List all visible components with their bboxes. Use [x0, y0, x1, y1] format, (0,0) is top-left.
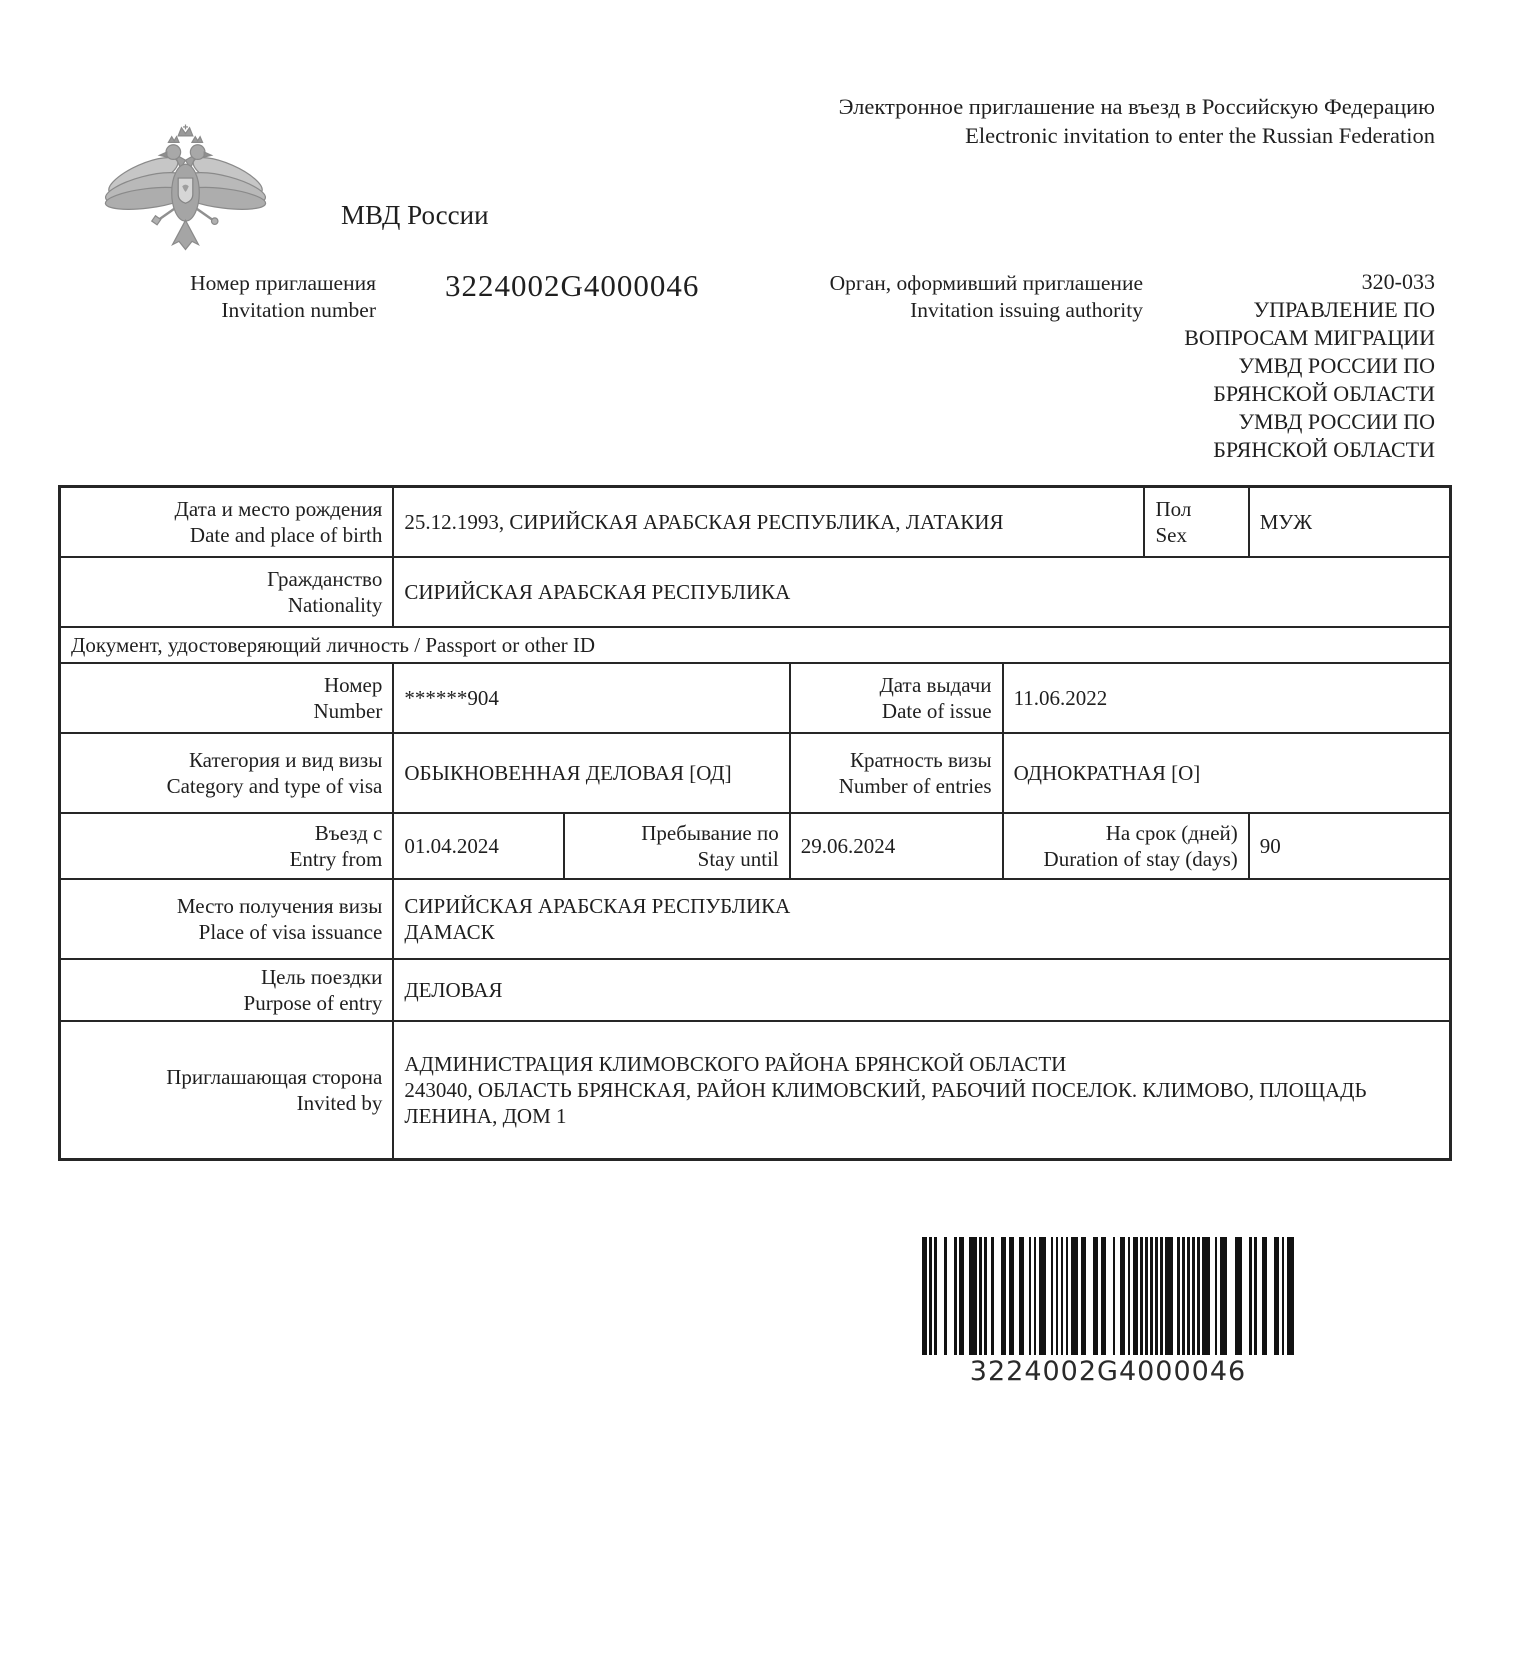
duration-label-en: Duration of stay (days): [1043, 846, 1238, 871]
visa-place-country: СИРИЙСКАЯ АРАБСКАЯ РЕСПУБЛИКА: [404, 893, 791, 918]
stay-until-label-en: Stay until: [697, 846, 779, 871]
table-row: [60, 663, 1451, 733]
document-section-header: Документ, удостоверяющий личность / Passport or other ID: [60, 627, 1451, 663]
duration-label-ru: На срок (дней): [1105, 820, 1238, 845]
entry-from-label-ru: Въезд с: [314, 820, 383, 845]
nationality-label-ru: Гражданство: [267, 566, 383, 591]
table-row: [60, 627, 1451, 663]
invitation-number-value: 3224002G4000046: [445, 268, 700, 303]
authority-line: БРЯНСКОЙ ОБЛАСТИ: [1213, 437, 1435, 462]
invited-by-address: 243040, ОБЛАСТЬ БРЯНСКАЯ, РАЙОН КЛИМОВСКИЙ, РАБОЧИЙ ПОСЕЛОК. КЛИМОВО, ПЛОЩАДЬ ЛЕНИНА, ДОМ 1: [404, 1077, 1367, 1128]
nationality-label-en: Nationality: [287, 592, 383, 617]
barcode-bars: [922, 1237, 1294, 1355]
agency-name: МВД России: [341, 200, 489, 230]
issue-date-label: [790, 663, 1003, 733]
visa-place-label-en: Place of visa issuance: [198, 919, 383, 944]
doc-number-value: ******904: [393, 663, 789, 733]
entry-from-value: 01.04.2024: [393, 813, 564, 879]
invited-by-label: [60, 1021, 394, 1160]
stay-until-label-ru: Пребывание по: [641, 820, 779, 845]
duration-label: [1003, 813, 1249, 879]
table-row: [60, 959, 1451, 1021]
dob-value: 25.12.1993, СИРИЙСКАЯ АРАБСКАЯ РЕСПУБЛИКА, ЛАТАКИЯ: [393, 487, 1144, 557]
issuing-authority-label-ru: Орган, оформивший приглашение: [829, 271, 1143, 295]
invitation-number-label-ru: Номер приглашения: [190, 271, 376, 295]
nationality-value: СИРИЙСКАЯ АРАБСКАЯ РЕСПУБЛИКА: [393, 557, 1450, 627]
table-row: [60, 557, 1451, 627]
entry-from-label-en: Entry from: [289, 846, 383, 871]
issuing-authority-label: [813, 270, 1143, 324]
invited-by-organization: АДМИНИСТРАЦИЯ КЛИМОВСКОГО РАЙОНА БРЯНСКОЙ ОБЛАСТИ: [404, 1051, 1067, 1076]
issue-date-value: 11.06.2022: [1003, 663, 1451, 733]
visa-category-label-en: Category and type of visa: [166, 773, 383, 798]
authority-line: УМВД РОССИИ ПО: [1238, 353, 1435, 378]
purpose-label-ru: Цель поездки: [260, 964, 383, 989]
invited-by-label-en: Invited by: [296, 1090, 383, 1115]
table-row: [60, 733, 1451, 813]
sex-label-en: Sex: [1155, 522, 1187, 547]
issue-date-label-ru: Дата выдачи: [879, 672, 992, 697]
authority-line: БРЯНСКОЙ ОБЛАСТИ: [1213, 381, 1435, 406]
stay-until-value: 29.06.2024: [790, 813, 1003, 879]
stay-until-label: [564, 813, 789, 879]
visa-place-label: [60, 879, 394, 959]
table-row: [60, 879, 1451, 959]
doc-number-label-ru: Номер: [323, 672, 383, 697]
table-row: [60, 487, 1451, 557]
authority-line: 320-033: [1361, 269, 1435, 294]
visa-category-value: ОБЫКНОВЕННАЯ ДЕЛОВАЯ [ОД]: [393, 733, 789, 813]
invited-by-value: [393, 1021, 1450, 1160]
dob-label-ru: Дата и место рождения: [174, 496, 383, 521]
visa-place-city: ДАМАСК: [404, 919, 495, 944]
visa-category-label-ru: Категория и вид визы: [188, 747, 383, 772]
nationality-label: [60, 557, 394, 627]
entries-label: [790, 733, 1003, 813]
visa-place-value: [393, 879, 1450, 959]
dob-label-en: Date and place of birth: [189, 522, 383, 547]
table-row: [60, 1021, 1451, 1160]
entries-label-en: Number of entries: [838, 773, 992, 798]
purpose-label-en: Purpose of entry: [243, 990, 383, 1015]
authority-line: ВОПРОСАМ МИГРАЦИИ: [1184, 325, 1435, 350]
document-title-ru: Электронное приглашение на въезд в Российскую Федерацию: [838, 94, 1435, 119]
issue-date-label-en: Date of issue: [881, 698, 992, 723]
sex-label-ru: Пол: [1155, 496, 1192, 521]
visa-category-label: [60, 733, 394, 813]
invitation-number-label: [57, 270, 376, 324]
document-title: [839, 92, 1435, 150]
duration-value: 90: [1249, 813, 1451, 879]
issuing-authority-value: [1095, 268, 1435, 464]
authority-line: УПРАВЛЕНИЕ ПО: [1253, 297, 1435, 322]
doc-number-label-en: Number: [313, 698, 383, 723]
purpose-label: [60, 959, 394, 1021]
table-row: [60, 813, 1451, 879]
document-title-en: Electronic invitation to enter the Russian Federation: [965, 123, 1435, 148]
barcode-caption: 3224002G4000046: [969, 1356, 1247, 1387]
invitation-number-label-en: Invitation number: [221, 298, 376, 322]
entries-value: ОДНОКРАТНАЯ [О]: [1003, 733, 1451, 813]
purpose-value: ДЕЛОВАЯ: [393, 959, 1450, 1021]
issuing-authority-label-en: Invitation issuing authority: [910, 298, 1143, 322]
dob-label: [60, 487, 394, 557]
visa-place-label-ru: Место получения визы: [176, 893, 383, 918]
invited-by-label-ru: Приглашающая сторона: [166, 1064, 383, 1089]
authority-line: УМВД РОССИИ ПО: [1238, 409, 1435, 434]
entry-from-label: [60, 813, 394, 879]
mvd-double-headed-eagle-icon: [94, 118, 277, 256]
barcode: [922, 1237, 1294, 1387]
sex-value: МУЖ: [1249, 487, 1451, 557]
doc-number-label: [60, 663, 394, 733]
entries-label-ru: Кратность визы: [849, 747, 992, 772]
sex-label: [1144, 487, 1248, 557]
visa-details-table: [58, 485, 1452, 1161]
